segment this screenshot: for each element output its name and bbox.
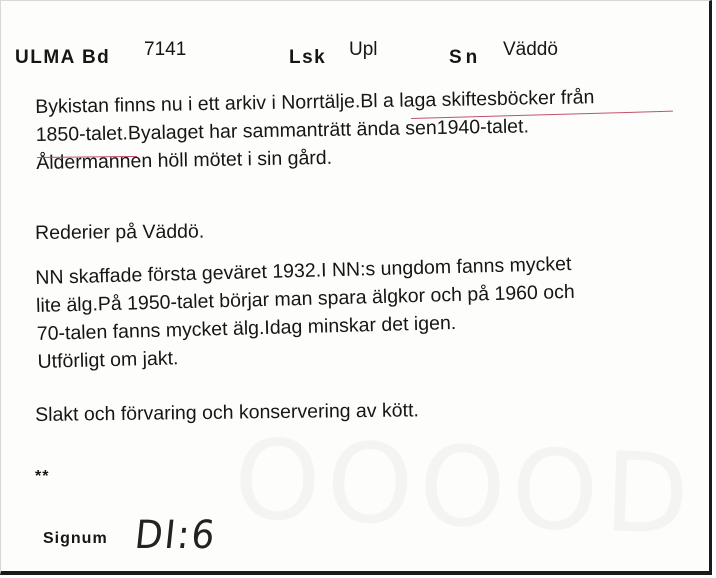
text-line: NN skaffade första geväret 1932.I NN:s ungdom fanns mycket (35, 252, 572, 289)
text-line: Slakt och förvaring och konservering av kött. (35, 399, 419, 426)
paragraph-butchering (35, 396, 419, 429)
sn-label: Sn (449, 47, 482, 68)
card-header (15, 39, 695, 71)
lsk-value: Upl (349, 39, 378, 60)
signum-handwritten-value: DI:6 (132, 513, 219, 558)
text-line: 70-talen fanns mycket älg.Idag minskar det igen. (36, 311, 457, 345)
signum-row (43, 513, 323, 571)
paragraph-shipping (35, 218, 204, 247)
asterisks (35, 463, 49, 491)
archive-value: 7141 (144, 39, 187, 60)
lsk-label: Lsk (289, 47, 327, 68)
text-line: Bykistan finns nu i ett arkiv i Norrtälje.Bl a laga skiftesböcker från (35, 86, 595, 118)
text-line: 1850-talet.Byalaget har sammanträtt ända sen1940-talet. (35, 115, 530, 146)
archive-label: ULMA Bd (15, 47, 111, 68)
text-line: ** (35, 468, 50, 485)
text-line: lite älg.På 1950-talet börjar man spara älgkor och på 1960 och (35, 280, 575, 317)
text-line: Utförligt om jakt. (37, 347, 179, 373)
sn-value: Väddö (503, 39, 558, 60)
paragraph-archive-history (35, 83, 596, 177)
signum-label: Signum (43, 530, 108, 547)
text-line: Rederier på Väddö. (35, 220, 205, 244)
text-line: Åldermannen höll mötet i sin gård. (36, 146, 333, 174)
paragraph-hunting (35, 250, 577, 376)
